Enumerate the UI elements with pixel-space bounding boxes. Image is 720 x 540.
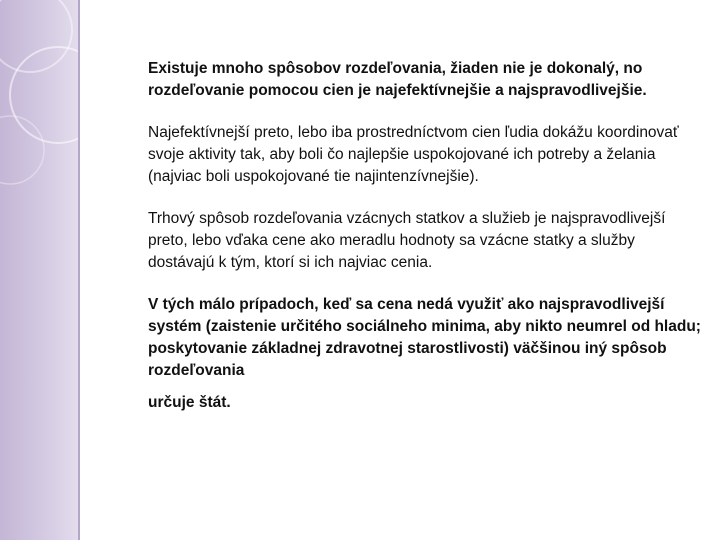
paragraph-market: Trhový spôsob rozdeľovania vzácnych statkov a služieb je najspravodlivejší preto, lebo vďaka cene ako meradlu hodnoty sa vzácne statky a služby dostávajú k tým, ktorí si ich najviac cenia.	[148, 210, 666, 271]
paragraph-exceptions: V tých málo prípadoch, keď sa cena nedá využiť ako najspravodlivejší systém (zaistenie určitého sociálneho minima, aby nikto neumrel od hladu; poskytovanie základnej zdravotnej starostlivosti) väčšinou iný spôsob rozdeľovania	[148, 296, 701, 379]
paragraph-intro: Existuje mnoho spôsobov rozdeľovania, žiaden nie je dokonalý, no rozdeľovanie pomocou cien je najefektívnejšie a najspravodlivejšie.	[148, 60, 647, 99]
paragraph-state: určuje štát.	[148, 394, 231, 411]
slide-content	[148, 58, 703, 434]
decorative-sidebar	[0, 0, 80, 540]
paragraph-efficiency: Najefektívnejší preto, lebo iba prostredníctvom cien ľudia dokážu koordinovať svoje aktivity tak, aby boli čo najlepšie uspokojované ich potreby a želania (najviac boli uspokojované tie najintenzívnejšie).	[148, 124, 679, 185]
sidebar-edge	[78, 0, 80, 540]
decorative-circles	[0, 0, 80, 540]
